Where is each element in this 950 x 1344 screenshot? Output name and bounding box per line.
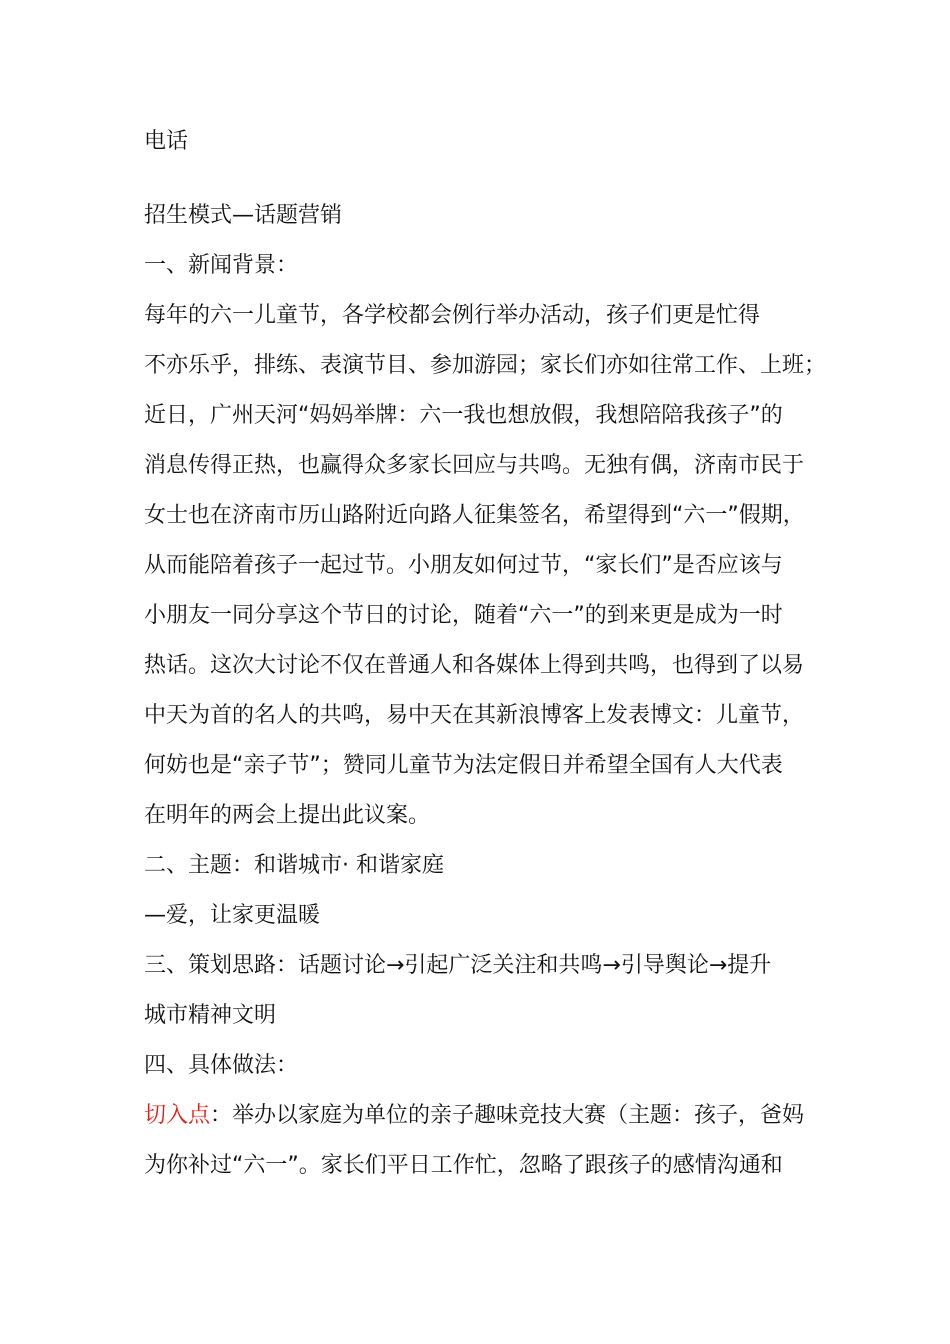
paragraph-line: 从而能陪着孩子一起过节。小朋友如何过节，“家长们”是否应该与 [144,553,783,578]
entry-point-text: ：举办以家庭为单位的亲子趣味竞技大赛（主题：孩子，爸妈 [210,1103,805,1128]
heading-theme: 二、主题：和谐城市· 和谐家庭 [144,853,444,878]
paragraph-line: 在明年的两会上提出此议案。 [144,803,431,828]
paragraph-line: 女士也在济南市历山路附近向路人征集签名，希望得到“六一”假期， [144,503,805,528]
paragraph-line: 何妨也是“亲子节”；赞同儿童节为法定假日并希望全国有人大代表 [144,753,783,778]
header-line: 电话 [144,129,189,154]
planning-continuation: 城市精神文明 [144,1003,277,1028]
section-title: 招生模式—话题营销 [144,203,343,228]
paragraph-line: 热话。这次大讨论不仅在普通人和各媒体上得到共鸣，也得到了以易 [144,653,805,678]
theme-subtitle: —爱，让家更温暖 [144,903,321,928]
paragraph-line: 小朋友一同分享这个节日的讨论，随着“六一”的到来更是成为一时 [144,603,783,628]
paragraph-line: 不亦乐乎，排练、表演节目、参加游园；家长们亦如往常工作、上班； [144,353,827,378]
entry-point-label: 切入点 [144,1103,211,1128]
heading-news-background: 一、新闻背景： [144,253,299,278]
paragraph-line: 为你补过“六一”。家长们平日工作忙，忽略了跟孩子的感情沟通和 [144,1153,783,1178]
entry-point-line [144,1101,804,1131]
heading-planning: 三、策划思路：话题讨论→引起广泛关注和共鸣→引导舆论→提升 [144,953,772,978]
paragraph-line: 近日，广州天河“妈妈举牌：六一我也想放假，我想陪陪我孩子”的 [144,403,783,428]
paragraph-line: 每年的六一儿童节，各学校都会例行举办活动，孩子们更是忙得 [144,303,761,328]
heading-method: 四、具体做法： [144,1053,299,1078]
paragraph-line: 中天为首的名人的共鸣，易中天在其新浪博客上发表博文：儿童节， [144,703,805,728]
paragraph-line: 消息传得正热，也赢得众多家长回应与共鸣。无独有偶，济南市民于 [144,453,805,478]
